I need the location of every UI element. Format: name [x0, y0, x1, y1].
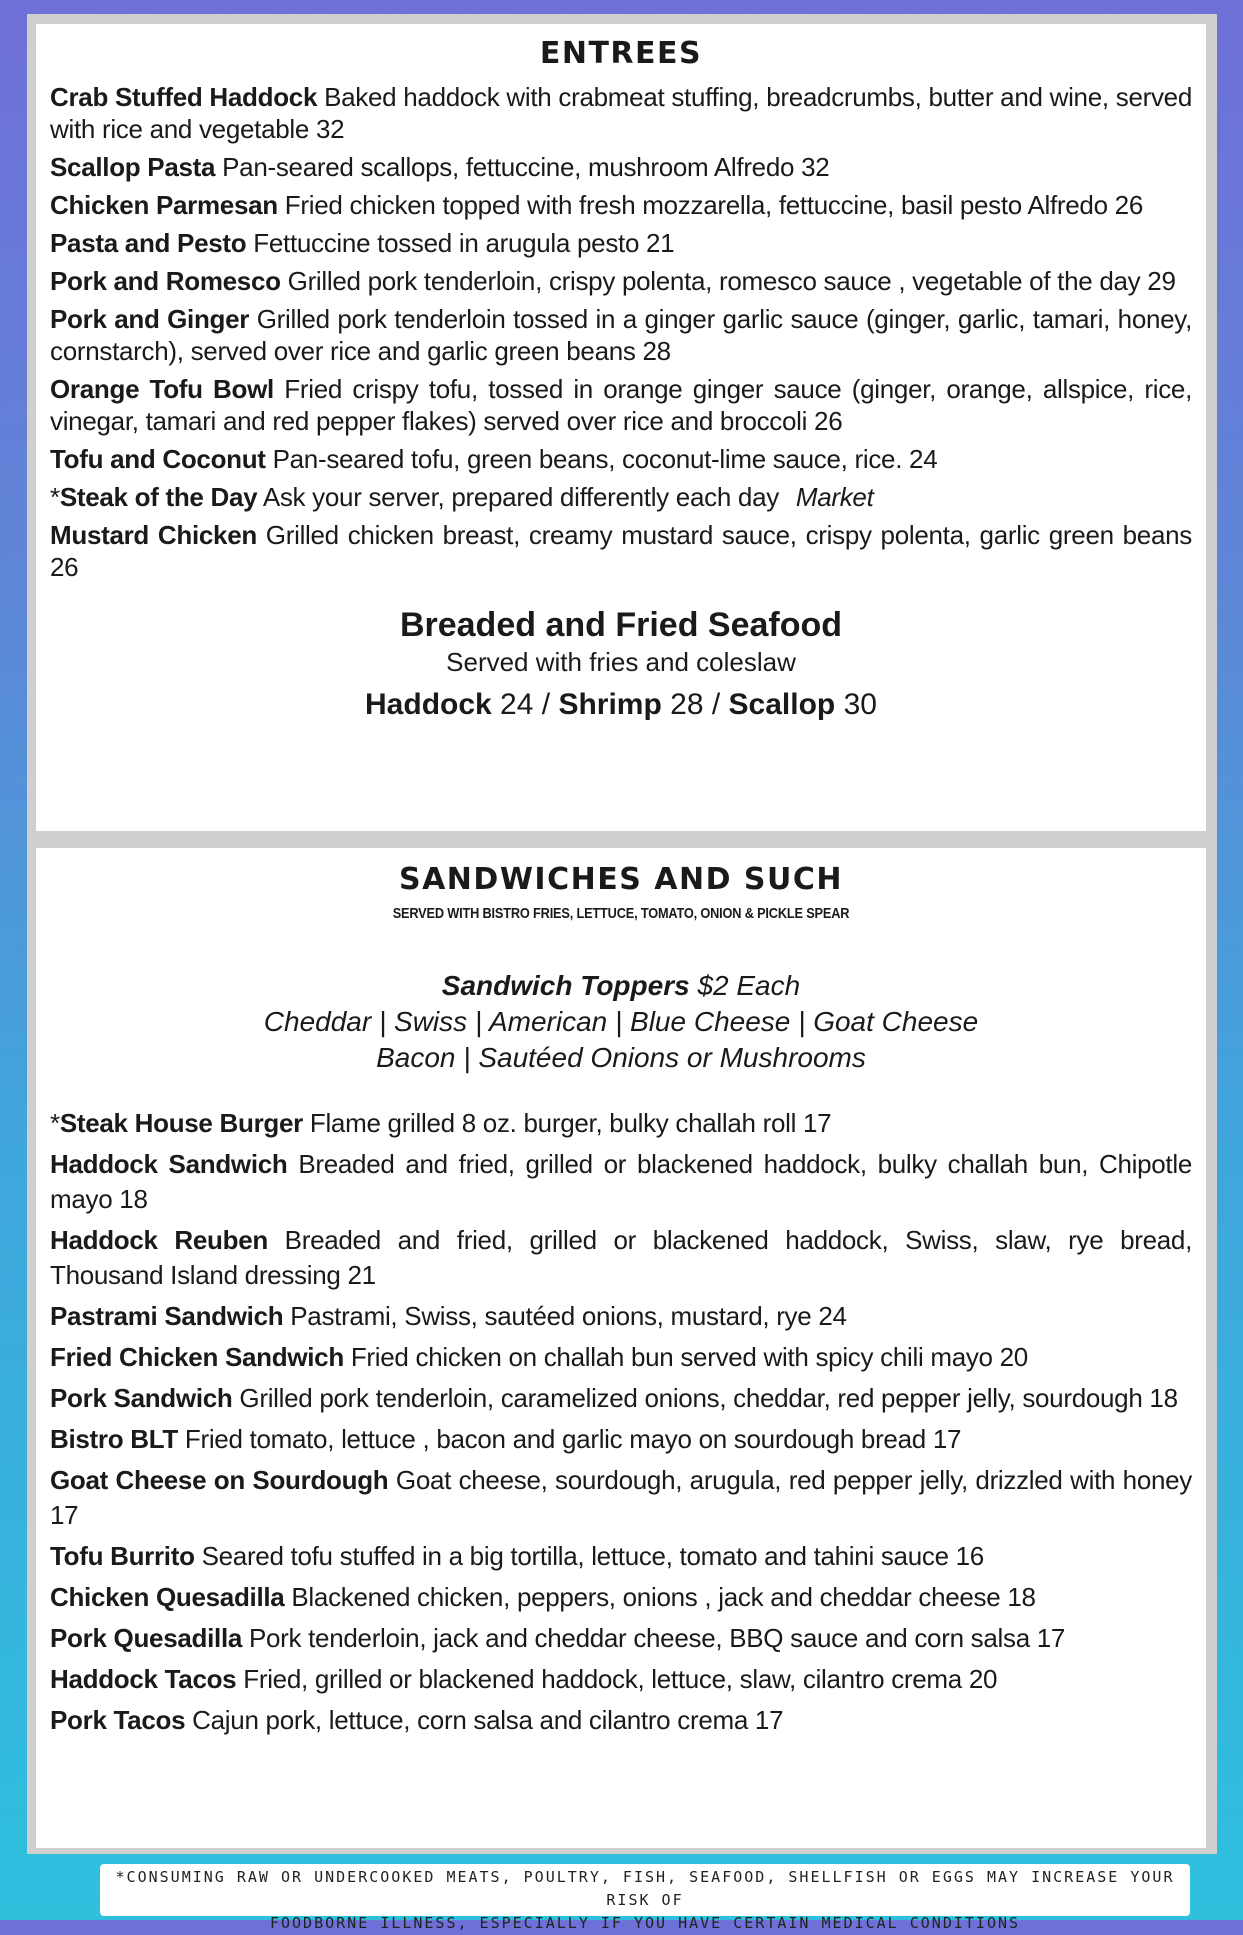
menu-item — [50, 303, 1192, 367]
item-description: Pan-seared tofu, green beans, coconut-lime sauce, rice. 24 — [265, 444, 938, 474]
item-market-price: Market — [795, 482, 874, 512]
menu-item — [50, 1422, 1192, 1457]
seafood-price-haddock: 24 — [491, 688, 534, 721]
item-name: Pork Tacos — [50, 1705, 186, 1735]
menu-item — [50, 227, 1192, 259]
menu-item — [50, 1381, 1192, 1416]
item-name: Tofu and Coconut — [50, 444, 266, 474]
toppers-line-2: Bacon | Sautéed Onions or Mushrooms — [376, 1042, 866, 1073]
seafood-separator: / — [533, 688, 559, 721]
toppers-line-1: Cheddar | Swiss | American | Blue Cheese | Goat Cheese — [263, 1006, 979, 1037]
item-description: Flame grilled 8 oz. burger, bulky challah roll 17 — [302, 1108, 832, 1138]
item-name: Pasta and Pesto — [50, 228, 247, 258]
menu-item — [50, 265, 1192, 297]
item-description: Breaded and fried, grilled or blackened haddock, bulky challah bun, Chipotle mayo 18 — [50, 1149, 1192, 1214]
item-description: Ask your server, prepared differently each day — [257, 482, 786, 512]
item-description: Seared tofu stuffed in a big tortilla, lettuce, tomato and tahini sauce 16 — [194, 1541, 984, 1571]
item-name: Haddock Sandwich — [50, 1149, 288, 1179]
menu-item — [50, 81, 1192, 145]
disclaimer — [100, 1864, 1190, 1932]
item-description: Fried tomato, lettuce , bacon and garlic mayo on sourdough bread 17 — [177, 1424, 962, 1454]
item-name: Haddock Reuben — [50, 1225, 268, 1255]
seafood-name-scallop: Scallop — [728, 688, 836, 721]
toppers-price: $2 Each — [689, 970, 801, 1001]
item-name: Pork Sandwich — [50, 1383, 233, 1413]
item-name: Pork and Romesco — [50, 266, 281, 296]
seafood-name-haddock: Haddock — [365, 688, 492, 721]
sandwiches-panel — [36, 848, 1206, 1848]
item-asterisk: * — [50, 482, 60, 512]
item-description: Breaded and fried, grilled or blackened haddock, Swiss, slaw, rye bread, Thousand Island dressing 21 — [50, 1225, 1192, 1290]
item-name: Orange Tofu Bowl — [50, 374, 274, 404]
menu-item — [50, 1662, 1192, 1697]
sandwiches-subtitle: SERVED WITH BISTRO FRIES, LETTUCE, TOMATO, ONION & PICKLE SPEAR — [392, 905, 850, 922]
sandwiches-title: SANDWICHES AND SUCH — [398, 862, 844, 897]
sandwich-toppers — [36, 968, 1206, 1076]
item-name: Steak of the Day — [59, 482, 258, 512]
item-name: Fried Chicken Sandwich — [50, 1342, 344, 1372]
item-description: Goat cheese, sourdough, arugula, red pepper jelly, drizzled with honey 17 — [50, 1465, 1193, 1530]
entrees-panel — [36, 24, 1206, 831]
menu-item — [50, 1340, 1192, 1375]
menu-item — [50, 443, 1192, 475]
item-name: Chicken Parmesan — [50, 190, 278, 220]
item-description: Pork tenderloin, jack and cheddar cheese, BBQ sauce and corn salsa 17 — [242, 1623, 1066, 1653]
item-name: Chicken Quesadilla — [50, 1582, 285, 1612]
item-name: Pastrami Sandwich — [50, 1301, 284, 1331]
menu-item — [50, 1463, 1192, 1533]
item-name: Goat Cheese on Sourdough — [50, 1465, 389, 1495]
item-name: Bistro BLT — [50, 1424, 178, 1454]
entrees-list — [36, 81, 1206, 583]
item-name: Steak House Burger — [59, 1108, 303, 1138]
disclaimer-line-1: *CONSUMING RAW OR UNDERCOOKED MEATS, POULTRY, FISH, SEAFOOD, SHELLFISH OR EGGS MAY INCREASE YOUR RISK OF — [115, 1868, 1175, 1909]
menu-item — [50, 1147, 1192, 1217]
item-description: Fettuccine tossed in arugula pesto 21 — [246, 228, 675, 258]
sandwiches-list — [36, 1106, 1206, 1738]
item-asterisk: * — [50, 1108, 60, 1138]
item-name: Pork Quesadilla — [50, 1623, 243, 1653]
item-name: Scallop Pasta — [50, 152, 216, 182]
entrees-title: ENTREES — [539, 36, 703, 71]
toppers-title: Sandwich Toppers — [441, 970, 690, 1001]
item-description: Grilled pork tenderloin, caramelized onions, cheddar, red pepper jelly, sourdough 18 — [232, 1383, 1178, 1413]
item-name: Mustard Chicken — [50, 520, 257, 550]
menu-item — [50, 1223, 1192, 1293]
item-description: Fried chicken on challah bun served with spicy chili mayo 20 — [343, 1342, 1028, 1372]
item-name: Tofu Burrito — [50, 1541, 195, 1571]
seafood-price-scallop: 30 — [835, 688, 877, 721]
item-description: Blackened chicken, peppers, onions , jack and cheddar cheese 18 — [284, 1582, 1036, 1612]
menu-item — [50, 1703, 1192, 1738]
item-description: Pan-seared scallops, fettuccine, mushroom Alfredo 32 — [215, 152, 830, 182]
menu-item — [50, 1580, 1192, 1615]
item-description: Cajun pork, lettuce, corn salsa and cilantro crema 17 — [185, 1705, 784, 1735]
menu-item — [50, 1621, 1192, 1656]
menu-item — [50, 189, 1192, 221]
item-description: Pastrami, Swiss, sautéed onions, mustard, rye 24 — [283, 1301, 847, 1331]
menu-item — [50, 151, 1192, 183]
seafood-separator: / — [703, 688, 729, 721]
item-description: Grilled pork tenderloin tossed in a ginger garlic sauce (ginger, garlic, tamari, honey, cornstarch), served over rice and garlic green beans 28 — [50, 304, 1192, 366]
menu-item — [50, 1539, 1192, 1574]
menu-item — [50, 1299, 1192, 1334]
menu-item — [50, 373, 1192, 437]
item-description: Fried chicken topped with fresh mozzarella, fettuccine, basil pesto Alfredo 26 — [277, 190, 1143, 220]
item-description: Grilled chicken breast, creamy mustard sauce, crispy polenta, garlic green beans 26 — [50, 520, 1192, 582]
item-description: Baked haddock with crabmeat stuffing, breadcrumbs, butter and wine, served with rice and vegetable 32 — [50, 82, 1193, 144]
seafood-title: Breaded and Fried Seafood — [399, 606, 843, 644]
menu-item — [50, 519, 1192, 583]
seafood-price-shrimp: 28 — [661, 688, 704, 721]
item-description: Fried crispy tofu, tossed in orange ginger sauce (ginger, orange, allspice, rice, vinegar, tamari and red pepper flakes) served over rice and broccoli 26 — [50, 374, 1193, 436]
seafood-subtitle: Served with fries and coleslaw — [446, 647, 796, 677]
item-name: Haddock Tacos — [50, 1664, 237, 1694]
seafood-name-shrimp: Shrimp — [558, 688, 662, 721]
seafood-prices — [36, 683, 1206, 727]
item-name: Crab Stuffed Haddock — [50, 82, 318, 112]
item-description: Grilled pork tenderloin, crispy polenta, romesco sauce , vegetable of the day 29 — [280, 266, 1176, 296]
item-name: Pork and Ginger — [50, 304, 250, 334]
disclaimer-line-2: FOODBORNE ILLNESS, ESPECIALLY IF YOU HAVE CERTAIN MEDICAL CONDITIONS — [269, 1914, 1021, 1932]
seafood-section — [36, 605, 1206, 727]
menu-item — [50, 481, 1192, 513]
item-description: Fried, grilled or blackened haddock, lettuce, slaw, cilantro crema 20 — [236, 1664, 998, 1694]
menu-item — [50, 1106, 1192, 1141]
